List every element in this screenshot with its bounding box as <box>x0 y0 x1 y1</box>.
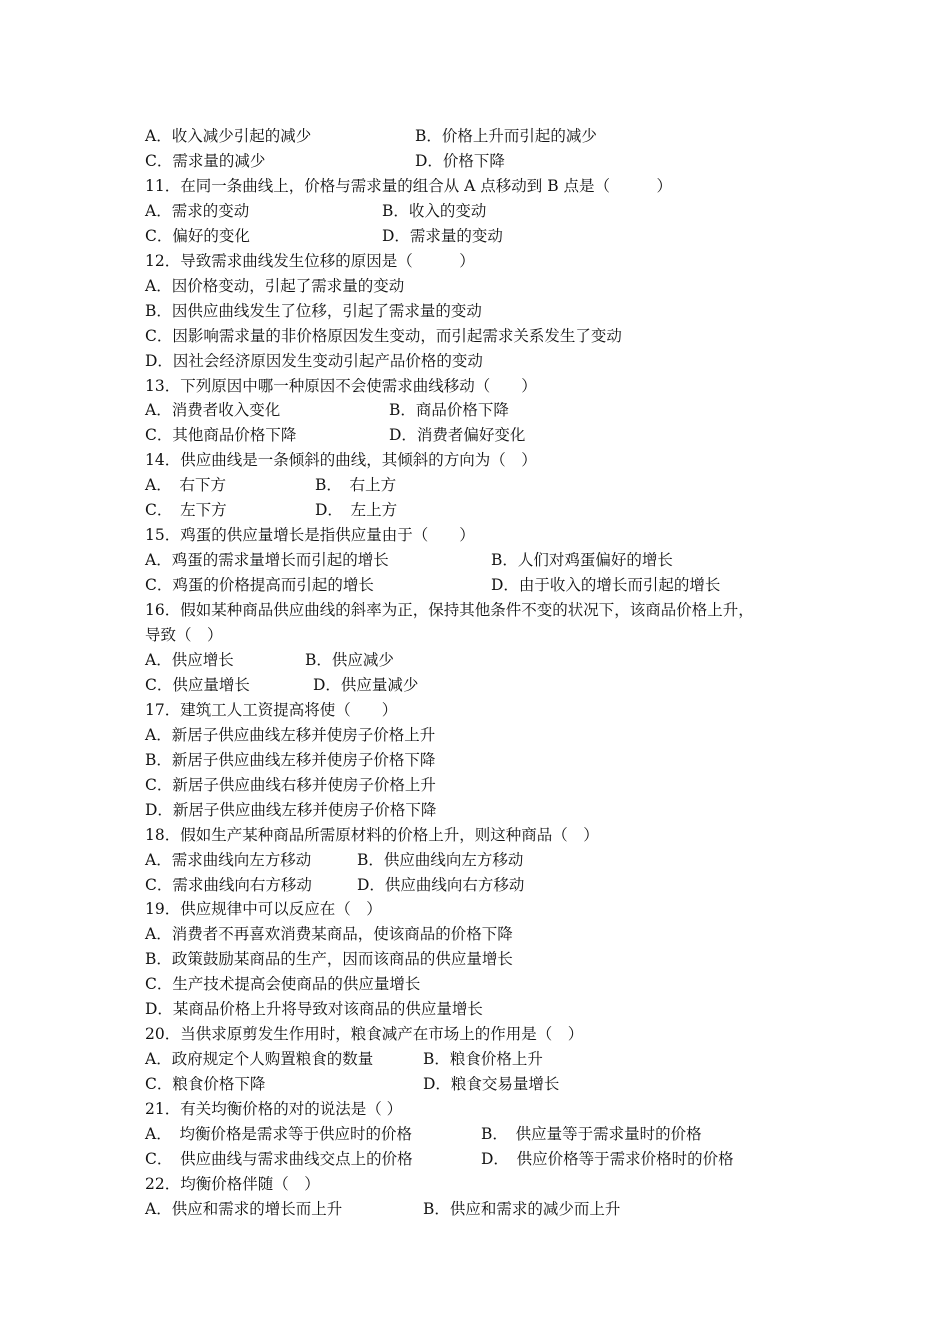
text-line <box>145 1172 320 1197</box>
text-line <box>145 698 397 723</box>
line-text: A．需求曲线向左方移动 <box>145 850 312 869</box>
option-text: D．供应曲线向右方移动 <box>357 875 525 894</box>
line-text: C．其他商品价格下降 <box>145 426 297 445</box>
text-line <box>145 299 482 324</box>
option-text: B． 右上方 <box>315 476 397 495</box>
line-text: 16．假如某种商品供应曲线的斜率为正，保持其他条件不变的状况下，该商品价格上升， <box>145 601 754 620</box>
line-text: B．因供应曲线发生了位移，引起了需求量的变动 <box>145 301 482 320</box>
text-line <box>145 548 673 573</box>
line-text: 14．供应曲线是一条倾斜的曲线，其倾斜的方向为（ ） <box>145 451 537 470</box>
text-line <box>145 823 599 848</box>
line-text: C．需求量的减少 <box>145 151 266 170</box>
line-text: D．某商品价格上升将导致对该商品的供应量增长 <box>145 1000 483 1019</box>
text-line <box>145 1047 543 1072</box>
text-line <box>145 324 622 349</box>
line-text: D．因社会经济原因发生变动引起产品价格的变动 <box>145 351 483 370</box>
option-text: D．需求量的变动 <box>382 226 503 245</box>
text-line <box>145 174 672 199</box>
text-line <box>145 723 435 748</box>
option-text: B．供应曲线向左方移动 <box>357 850 524 869</box>
option-text: B．商品价格下降 <box>389 401 509 420</box>
option-text: D． 供应价格等于需求价格时的价格 <box>481 1149 734 1168</box>
option-text: B． 供应量等于需求量时的价格 <box>481 1125 702 1143</box>
text-line <box>145 498 398 523</box>
text-line <box>145 648 394 673</box>
line-text: 12．导致需求曲线发生位移的原因是（ ） <box>145 251 475 270</box>
line-text: C．新居子供应曲线右移并使房子价格上升 <box>145 775 436 794</box>
line-text: A．鸡蛋的需求量增长而引起的增长 <box>145 551 389 570</box>
text-line <box>145 798 436 823</box>
line-text: A．新居子供应曲线左移并使房子价格上升 <box>145 725 436 744</box>
text-line <box>145 398 509 423</box>
text-line <box>145 947 513 972</box>
line-text: 19．供应规律中可以反应在（ ） <box>145 900 382 919</box>
line-text: A．消费者不再喜欢消费某商品，使该商品的价格下降 <box>145 925 513 944</box>
line-text: C．供应量增长 <box>145 675 250 694</box>
option-text: D．消费者偏好变化 <box>389 426 526 445</box>
text-line <box>145 349 483 374</box>
text-line <box>145 598 754 623</box>
option-text: B．粮食价格上升 <box>423 1050 543 1069</box>
text-line <box>145 423 526 448</box>
text-line <box>145 997 483 1022</box>
line-text: A．供应增长 <box>145 650 234 669</box>
text-line <box>145 1122 702 1147</box>
line-text: 导致（ ） <box>145 626 223 644</box>
text-line <box>145 149 505 174</box>
line-text: A． 右下方 <box>145 476 226 495</box>
option-text: D．供应量减少 <box>313 675 419 694</box>
text-line <box>145 1147 734 1172</box>
text-line <box>145 523 475 548</box>
text-line <box>145 473 397 498</box>
line-text: C．生产技术提高会使商品的供应量增长 <box>145 975 421 994</box>
line-text: 17．建筑工人工资提高将使（ ） <box>145 700 398 719</box>
text-line <box>145 873 525 898</box>
option-text: D．由于收入的增长而引起的增长 <box>491 576 721 595</box>
line-text: B．政策鼓励某商品的生产，因而该商品的供应量增长 <box>145 950 513 969</box>
line-text: A．收入减少引起的减少 <box>145 127 312 145</box>
line-text: B．新居子供应曲线左移并使房子价格下降 <box>145 750 436 769</box>
text-line <box>145 199 487 224</box>
line-text: 21．有关均衡价格的对的说法是（ ） <box>145 1100 403 1119</box>
line-text: D．新居子供应曲线左移并使房子价格下降 <box>145 800 437 819</box>
text-line <box>145 922 513 947</box>
text-line <box>145 673 419 698</box>
line-text: A． 均衡价格是需求等于供应时的价格 <box>145 1125 412 1143</box>
text-line <box>145 773 436 798</box>
text-line <box>145 1097 402 1122</box>
line-text: C．需求曲线向右方移动 <box>145 875 312 894</box>
text-line <box>145 573 721 598</box>
option-text: B．供应减少 <box>305 650 394 669</box>
line-text: C． 左下方 <box>145 501 227 520</box>
line-text: C．鸡蛋的价格提高而引起的增长 <box>145 576 374 595</box>
text-line <box>145 249 475 274</box>
text-line <box>145 897 382 922</box>
line-text: A．消费者收入变化 <box>145 401 281 420</box>
option-text: D．价格下降 <box>415 151 505 170</box>
text-line <box>145 848 524 873</box>
option-text: D．粮食交易量增长 <box>423 1075 560 1094</box>
line-text: C．偏好的变化 <box>145 226 250 245</box>
line-text: 13．下列原因中哪一种原因不会使需求曲线移动（ ） <box>145 376 537 395</box>
line-text: C．粮食价格下降 <box>145 1075 266 1094</box>
text-line <box>145 1197 621 1222</box>
option-text: B．价格上升而引起的减少 <box>415 127 597 145</box>
text-line <box>145 448 537 473</box>
text-line <box>145 972 420 997</box>
text-line <box>145 224 503 249</box>
line-text: A．需求的变动 <box>145 201 250 220</box>
line-text: A．供应和需求的增长而上升 <box>145 1199 343 1218</box>
line-text: A．政府规定个人购置粮食的数量 <box>145 1050 374 1069</box>
line-text: C．因影响需求量的非价格原因发生变动，而引起需求关系发生了变动 <box>145 326 622 345</box>
line-text: 15．鸡蛋的供应量增长是指供应量由于（ ） <box>145 526 475 545</box>
text-line <box>145 748 435 773</box>
option-text: B．收入的变动 <box>382 201 487 220</box>
option-text: B．人们对鸡蛋偏好的增长 <box>491 551 673 570</box>
line-text: 20．当供求原剪发生作用时，粮食减产在市场上的作用是（ ） <box>145 1025 584 1044</box>
text-line <box>145 1072 560 1097</box>
text-line <box>145 124 597 149</box>
line-text: A．因价格变动，引起了需求量的变动 <box>145 276 405 295</box>
text-line <box>145 623 223 648</box>
option-text: B．供应和需求的减少而上升 <box>423 1199 621 1218</box>
text-line <box>145 1022 583 1047</box>
line-text: C． 供应曲线与需求曲线交点上的价格 <box>145 1149 413 1168</box>
line-text: 22．均衡价格伴随（ ） <box>145 1174 320 1193</box>
option-text: D． 左上方 <box>315 501 398 520</box>
line-text: 18．假如生产某种商品所需原材料的价格上升，则这种商品（ ） <box>145 825 599 844</box>
line-text: 11．在同一条曲线上，价格与需求量的组合从 A 点移动到 B 点是（ ） <box>145 176 673 195</box>
text-line <box>145 374 537 399</box>
text-line <box>145 274 404 299</box>
